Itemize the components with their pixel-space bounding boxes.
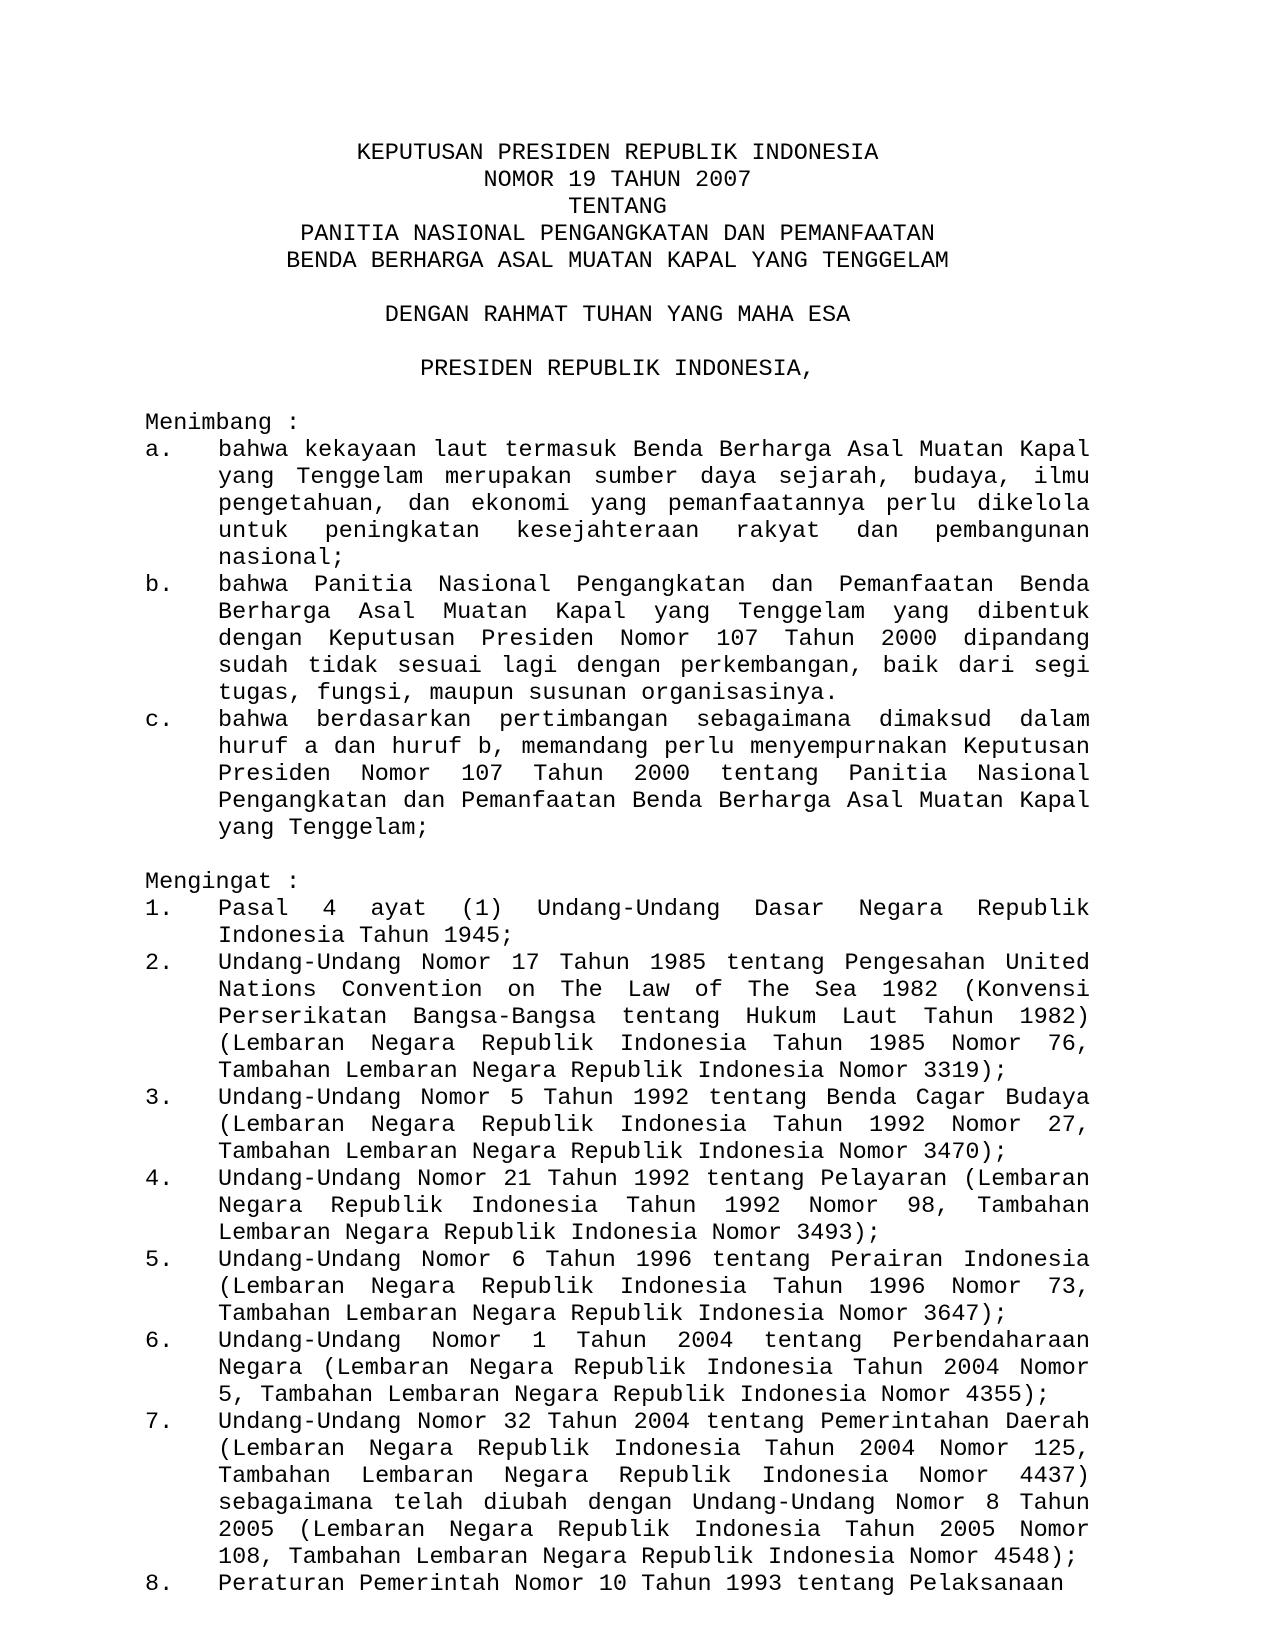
invocation-line: DENGAN RAHMAT TUHAN YANG MAHA ESA: [384, 302, 851, 329]
mengingat-label: Mengingat :: [145, 869, 301, 896]
item-text: Undang-Undang Nomor 5 Tahun 1992 tentang Benda Cagar Budaya (Lembaran Negara Republik Indonesia Tahun 1992 Nomor 27, Tambahan Lembaran Negara Republik Indonesia Nomor 3470);: [218, 1085, 1090, 1166]
title-line-subject-1: PANITIA NASIONAL PENGANGKATAN DAN PEMANFAATAN: [300, 221, 935, 248]
menimbang-item-c: [145, 707, 1090, 842]
title-line-number: NOMOR 19 TAHUN 2007: [483, 167, 752, 194]
title-line-tentang: TENTANG: [568, 194, 667, 221]
menimbang-item-b: [145, 572, 1090, 707]
item-marker: 8.: [145, 1571, 174, 1598]
mengingat-item-2: [145, 950, 1090, 1085]
document-title-block: [145, 140, 1090, 275]
item-text: Pasal 4 ayat (1) Undang-Undang Dasar Negara Republik Indonesia Tahun 1945;: [218, 896, 1090, 950]
mengingat-item-7: [145, 1409, 1090, 1571]
item-marker: 1.: [145, 896, 174, 923]
mengingat-section: [145, 869, 1090, 1598]
title-line-subject-2: BENDA BERHARGA ASAL MUATAN KAPAL YANG TENGGELAM: [286, 248, 949, 275]
item-text: Peraturan Pemerintah Nomor 10 Tahun 1993 tentang Pelaksanaan: [218, 1571, 1065, 1598]
item-text: Undang-Undang Nomor 17 Tahun 1985 tentang Pengesahan United Nations Convention on The Law of The Sea 1982 (Konvensi Perserikatan Bangsa-Bangsa tentang Hukum Laut Tahun 1982) (Lembaran Negara Republik Indonesia Tahun 1985 Nomor 76, Tambahan Lembaran Negara Republik Indonesia Nomor 3319);: [218, 950, 1090, 1085]
item-text: bahwa kekayaan laut termasuk Benda Berharga Asal Muatan Kapal yang Tenggelam merupakan sumber daya sejarah, budaya, ilmu pengetahuan, dan ekonomi yang pemanfaatannya perlu dikelola untuk peningkatan kesejahteraan rakyat dan pembangunan nasional;: [218, 437, 1090, 572]
item-marker: c.: [145, 707, 174, 734]
mengingat-item-4: [145, 1166, 1090, 1247]
item-marker: b.: [145, 572, 174, 599]
item-text: Undang-Undang Nomor 6 Tahun 1996 tentang Perairan Indonesia (Lembaran Negara Republik Indonesia Tahun 1996 Nomor 73, Tambahan Lembaran Negara Republik Indonesia Nomor 3647);: [218, 1247, 1090, 1328]
mengingat-item-6: [145, 1328, 1090, 1409]
title-line-decree: KEPUTUSAN PRESIDEN REPUBLIK INDONESIA: [356, 140, 879, 167]
menimbang-section: [145, 410, 1090, 842]
item-text: Undang-Undang Nomor 1 Tahun 2004 tentang Perbendaharaan Negara (Lembaran Negara Republik Indonesia Tahun 2004 Nomor 5, Tambahan Lembaran Negara Republik Indonesia Nomor 4355);: [218, 1328, 1090, 1409]
item-text: Undang-Undang Nomor 21 Tahun 1992 tentang Pelayaran (Lembaran Negara Republik Indonesia Tahun 1992 Nomor 98, Tambahan Lembaran Negara Republik Indonesia Nomor 3493);: [218, 1166, 1090, 1247]
item-text: bahwa berdasarkan pertimbangan sebagaimana dimaksud dalam huruf a dan huruf b, memandang perlu menyempurnakan Keputusan Presiden Nomor 107 Tahun 2000 tentang Panitia Nasional Pengangkatan dan Pemanfaatan Benda Berharga Asal Muatan Kapal yang Tenggelam;: [218, 707, 1090, 842]
mengingat-item-1: [145, 896, 1090, 950]
item-marker: 6.: [145, 1328, 174, 1355]
item-marker: 2.: [145, 950, 174, 977]
issuer-line: PRESIDEN REPUBLIK INDONESIA,: [420, 356, 815, 383]
mengingat-item-3: [145, 1085, 1090, 1166]
menimbang-item-a: [145, 437, 1090, 572]
mengingat-item-8: [145, 1571, 1090, 1598]
item-marker: 4.: [145, 1166, 174, 1193]
item-text: bahwa Panitia Nasional Pengangkatan dan Pemanfaatan Benda Berharga Asal Muatan Kapal yang Tenggelam yang dibentuk dengan Keputusan Presiden Nomor 107 Tahun 2000 dipandang sudah tidak sesuai lagi dengan perkembangan, baik dari segi tugas, fungsi, maupun susunan organisasinya.: [218, 572, 1090, 707]
item-marker: 3.: [145, 1085, 174, 1112]
item-marker: 5.: [145, 1247, 174, 1274]
item-marker: a.: [145, 437, 174, 464]
item-text: Undang-Undang Nomor 32 Tahun 2004 tentang Pemerintahan Daerah (Lembaran Negara Republik Indonesia Tahun 2004 Nomor 125, Tambahan Lembaran Negara Republik Indonesia Nomor 4437) sebagaimana telah diubah dengan Undang-Undang Nomor 8 Tahun 2005 (Lembaran Negara Republik Indonesia Tahun 2005 Nomor 108, Tambahan Lembaran Negara Republik Indonesia Nomor 4548);: [218, 1409, 1090, 1571]
menimbang-label: Menimbang :: [145, 410, 301, 437]
mengingat-item-5: [145, 1247, 1090, 1328]
item-marker: 7.: [145, 1409, 174, 1436]
